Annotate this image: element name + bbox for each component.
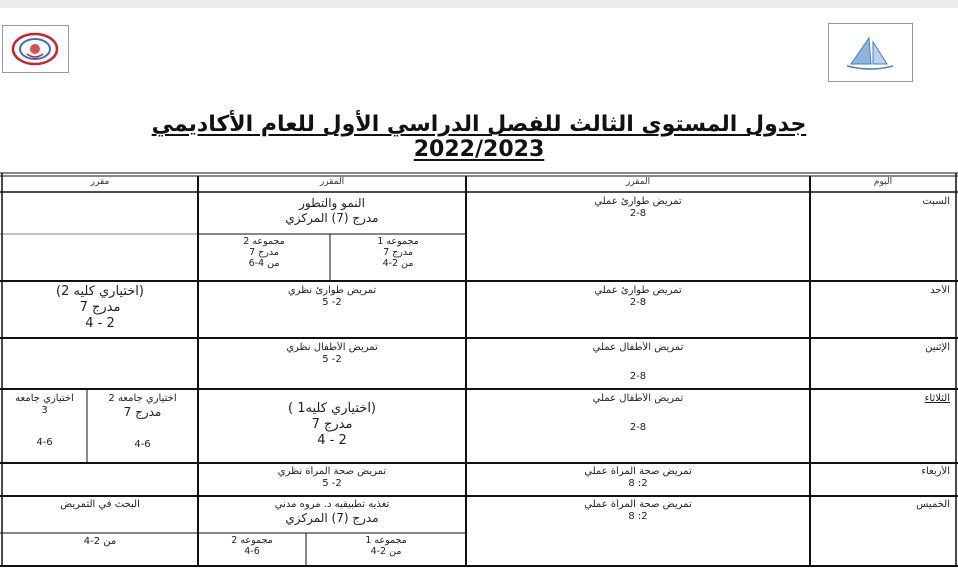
university-logo-icon bbox=[2, 25, 69, 73]
day-sunday: الأحد bbox=[930, 285, 950, 296]
thu-course-2-title: تغذيه تطبيقيه د. مروه مدني مدرج (7) المركزي bbox=[274, 499, 390, 525]
day-tuesday: الثلاثاء bbox=[924, 393, 950, 404]
sun-course-2: تمريض طوارئ نظري 2- 5 bbox=[287, 285, 377, 308]
thu-course-3-time: من 2-4 bbox=[83, 536, 117, 547]
tue-university-elective-3: اختياري جامعه 3 bbox=[15, 393, 74, 416]
thu-course-1: تمريض صحة المرأة عملي 2: 8 bbox=[584, 499, 692, 522]
tue-university-elective-2-time: 4-6 bbox=[134, 439, 151, 450]
header-course-3: مقرر bbox=[90, 177, 110, 187]
mon-course-1: تمريض الأطفال عملي bbox=[592, 342, 684, 353]
sat-course-1: تمريض طوارئ عملي 2-8 bbox=[594, 196, 682, 219]
tue-university-elective-2: اختياري جامعه 2 مدرج 7 bbox=[108, 393, 177, 419]
mon-course-2: تمريض الأطفال نظري 2- 5 bbox=[286, 342, 378, 365]
page-title: جدول المستوى الثالث للفصل الدراسي الأول للعام الأكاديمي 2022/2023 bbox=[151, 112, 807, 162]
thu-course-3: البحث في التمريض bbox=[60, 499, 140, 510]
faculty-logo-icon bbox=[828, 23, 913, 82]
sat-group-1: مجموعه 1 مدرج 7 من 2-4 bbox=[377, 236, 419, 269]
top-rule bbox=[0, 0, 958, 8]
day-saturday: السبت bbox=[922, 196, 950, 207]
tue-university-elective-3-time: 4-6 bbox=[36, 437, 53, 448]
thu-group-1: مجموعه 1 من 2-4 bbox=[365, 535, 407, 557]
sat-course-2-title: النمو والتطور مدرج (7) المركزي bbox=[285, 196, 379, 225]
header-course-1: المقرر bbox=[625, 177, 651, 187]
sun-course-1: تمريض طوارئ عملي 2-8 bbox=[594, 285, 682, 308]
sun-course-3: (اختياري كليه 2) مدرج 7 2 - 4 bbox=[56, 284, 144, 331]
tue-course-1: تمريض الأطفال عملي bbox=[592, 393, 684, 404]
thu-group-2: مجموعه 2 4-6 bbox=[231, 535, 273, 557]
wed-course-2: تمريض صحة المرأة نظري 2- 5 bbox=[277, 466, 387, 489]
tue-course-1-time: 2-8 bbox=[629, 422, 647, 433]
day-wednesday: الأربعاء bbox=[921, 466, 950, 477]
tue-course-2: (اختياري كليه1 ) مدرج 7 2 - 4 bbox=[288, 401, 376, 448]
wed-course-1: تمريض صحة المرأة عملي 2: 8 bbox=[584, 466, 692, 489]
header-course-2: المقرر bbox=[319, 177, 345, 187]
day-monday: الإثنين bbox=[925, 342, 950, 353]
header-day: اليوم bbox=[873, 177, 893, 187]
mon-course-1-time: 2-8 bbox=[629, 371, 647, 382]
day-thursday: الخميس bbox=[916, 499, 950, 510]
sat-group-2: مجموعه 2 مدرج 7 من 4-6 bbox=[243, 236, 285, 269]
